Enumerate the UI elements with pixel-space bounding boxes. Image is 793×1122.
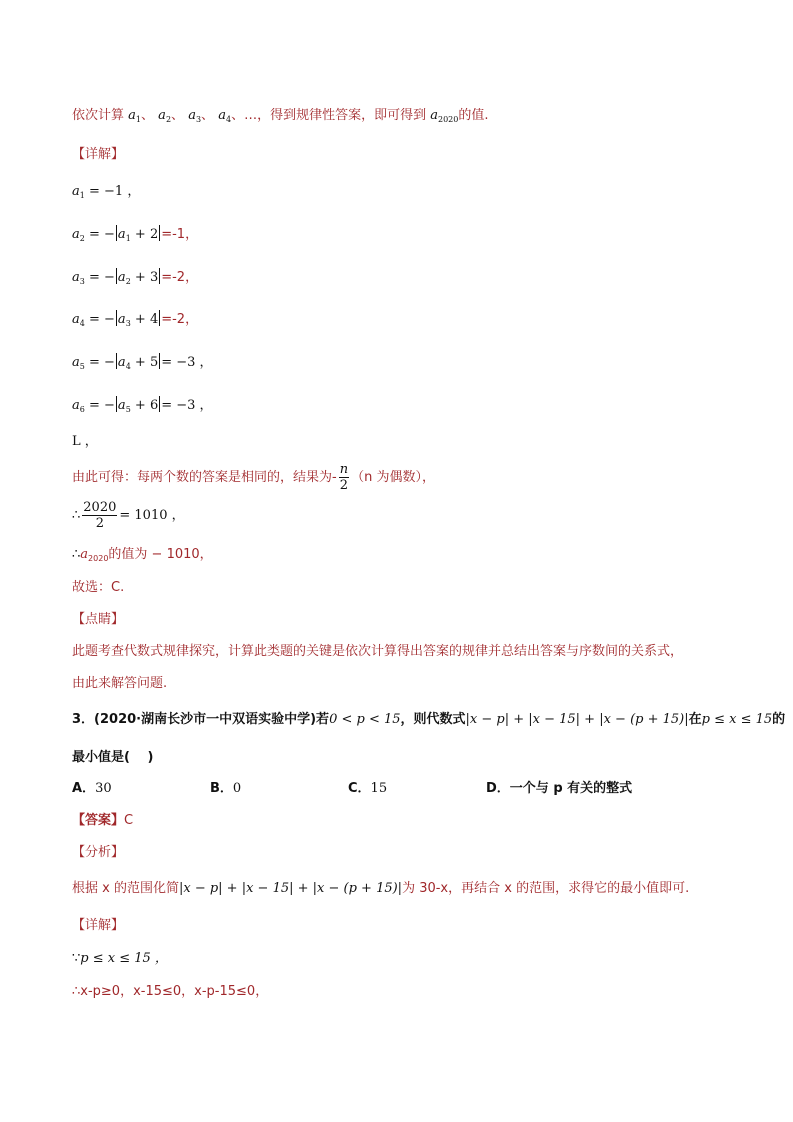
row-sub: 6	[79, 405, 85, 414]
conclusion-text-1: 由此可得：每两个数的答案是相同的，结果为-	[72, 470, 337, 485]
option-b[interactable]	[210, 780, 241, 798]
row-sub: 5	[79, 362, 85, 371]
row-a5	[72, 353, 213, 372]
answer-value: C	[124, 813, 134, 828]
row-lhs: a	[72, 270, 80, 285]
intro-line	[72, 107, 488, 125]
row-mid: = −	[89, 227, 115, 242]
option-c[interactable]	[348, 780, 387, 798]
section-label-detail: 【详解】	[72, 147, 125, 162]
abs-sub: 2	[125, 277, 131, 286]
question-prefix: 3．(2020·湖南长沙市一中双语实验中学)若	[72, 712, 330, 727]
conclusion-text-2: （n 为偶数），	[351, 470, 435, 485]
abs-plus: + 3	[130, 270, 159, 285]
row-lhs: a	[72, 312, 80, 327]
abs-a: a	[117, 355, 126, 370]
answer-label: 【答案】	[72, 813, 125, 828]
row-a3	[72, 268, 198, 287]
abs-a: a	[117, 270, 126, 285]
row-value: = −3 ，	[161, 355, 213, 370]
abs-sub: 3	[125, 319, 131, 328]
intro-text-2: 、…，得到规律性答案，即可得到	[231, 108, 427, 123]
option-key: D．	[486, 781, 510, 796]
because-line	[72, 950, 168, 968]
frac-den: 2	[95, 516, 104, 531]
abs-bar	[116, 396, 117, 412]
abs-sub: 5	[125, 405, 131, 414]
analysis-text-1: 根据 x 的范围化简	[72, 881, 179, 896]
fraction-n-over-2	[339, 462, 349, 493]
fraction-2020-over-2	[82, 500, 117, 531]
row-value: = −3 ，	[161, 398, 213, 413]
row-lhs: a	[72, 184, 80, 199]
option-key: A．	[72, 781, 96, 796]
term-a3-sub: 3	[195, 115, 202, 124]
options-row	[72, 780, 772, 798]
abs-plus: + 6	[130, 398, 159, 413]
term-a3: a	[188, 108, 196, 123]
analysis-expression: |x − p| + |x − 15| + |x − (p + 15)|	[178, 881, 403, 896]
abs-a: a	[117, 398, 126, 413]
choice-line: 故选：C.	[72, 580, 125, 595]
frac-num: n	[339, 462, 349, 477]
comment-line-2: 由此来解答问题.	[72, 676, 168, 691]
row-value: =-2，	[161, 270, 199, 285]
row-rest: = −1 ，	[89, 184, 141, 199]
sep: 、	[201, 108, 215, 123]
row-a4	[72, 310, 198, 329]
abs-sub: 1	[125, 234, 131, 243]
sep: 、	[171, 108, 185, 123]
comment-line-1: 此题考查代数式规律探究，计算此类题的关键是依次计算得出答案的规律并总结出答案与序数间的关系式，	[72, 644, 684, 659]
abs-bar	[116, 310, 117, 326]
row-lhs: a	[72, 355, 80, 370]
because-symbol: ∵	[72, 951, 81, 966]
term-a2020: a	[430, 108, 438, 123]
option-value: 一个与 p 有关的整式	[509, 781, 633, 796]
answer-line	[72, 812, 133, 830]
option-value: 30	[95, 781, 112, 796]
question-mid-2: 在	[688, 712, 702, 727]
option-value: 15	[370, 781, 388, 796]
sep: 、	[141, 108, 155, 123]
term-a2-sub: 2	[165, 115, 172, 124]
abs-bar	[116, 225, 117, 241]
term-a1-sub: 1	[135, 115, 142, 124]
therefore-line-3: ∴x-p≥0，x-15≤0，x-p-15≤0，	[72, 984, 269, 999]
option-a[interactable]	[72, 780, 112, 798]
row-sub: 4	[79, 319, 85, 328]
row-mid: = −	[89, 398, 115, 413]
term-sub: 2020	[88, 554, 109, 563]
term-a1: a	[128, 108, 136, 123]
row-a6	[72, 396, 213, 415]
analysis-line	[72, 880, 689, 898]
row-mid: = −	[89, 270, 115, 285]
abs-bar	[116, 353, 117, 369]
therefore-symbol: ∴	[72, 547, 81, 562]
option-key: C．	[348, 781, 371, 796]
row-a1	[72, 183, 140, 201]
frac-den: 2	[339, 478, 349, 493]
question-expression: |x − p| + |x − 15| + |x − (p + 15)|	[465, 712, 689, 727]
row-lhs: a	[72, 398, 80, 413]
therefore-rest: 的值为 − 1010，	[108, 547, 213, 562]
question-tail: 的	[772, 712, 786, 727]
question-condition: 0 < p < 15	[329, 712, 401, 727]
abs-sub: 4	[125, 362, 131, 371]
therefore-line-2	[72, 546, 213, 564]
frac-num: 2020	[83, 500, 117, 515]
therefore-rest: = 1010 ，	[119, 508, 185, 523]
abs-bar	[116, 268, 117, 284]
row-a2	[72, 225, 198, 244]
conclusion-line	[72, 462, 435, 493]
question-range: p ≤ x ≤ 15	[701, 712, 773, 727]
abs-a: a	[117, 227, 126, 242]
option-d[interactable]	[486, 780, 632, 798]
abs-plus: + 4	[130, 312, 159, 327]
term-a: a	[80, 547, 89, 562]
analysis-text-2: 为 30-x，再结合 x 的范围，求得它的最小值即可.	[402, 881, 690, 896]
abs-a: a	[117, 312, 126, 327]
option-value: 0	[232, 781, 242, 796]
row-mid: = −	[89, 355, 115, 370]
because-expression: p ≤ x ≤ 15 ，	[80, 951, 168, 966]
abs-plus: + 2	[130, 227, 159, 242]
ellipsis-line: L ，	[72, 434, 98, 449]
row-sub: 1	[79, 191, 85, 200]
term-a2: a	[158, 108, 166, 123]
therefore-symbol: ∴	[72, 508, 81, 523]
question-3-line-1	[72, 711, 785, 729]
row-sub: 3	[79, 277, 85, 286]
abs-plus: + 5	[130, 355, 159, 370]
section-label-comment: 【点睛】	[72, 612, 125, 627]
question-3-line-2: 最小值是( )	[72, 750, 154, 765]
row-mid: = −	[89, 312, 115, 327]
question-mid: ，则代数式	[400, 712, 466, 727]
term-a4: a	[218, 108, 226, 123]
row-value: =-2，	[161, 312, 199, 327]
intro-text-3: 的值.	[458, 108, 489, 123]
term-a4-sub: 4	[225, 115, 232, 124]
row-lhs: a	[72, 227, 80, 242]
option-key: B．	[210, 781, 233, 796]
section-label-analysis: 【分析】	[72, 845, 125, 860]
section-label-detail-2: 【详解】	[72, 918, 125, 933]
intro-text-1: 依次计算	[72, 108, 125, 123]
row-sub: 2	[79, 234, 85, 243]
row-value: =-1，	[161, 227, 199, 242]
therefore-line-1	[72, 500, 185, 531]
term-a2020-sub: 2020	[437, 115, 459, 124]
